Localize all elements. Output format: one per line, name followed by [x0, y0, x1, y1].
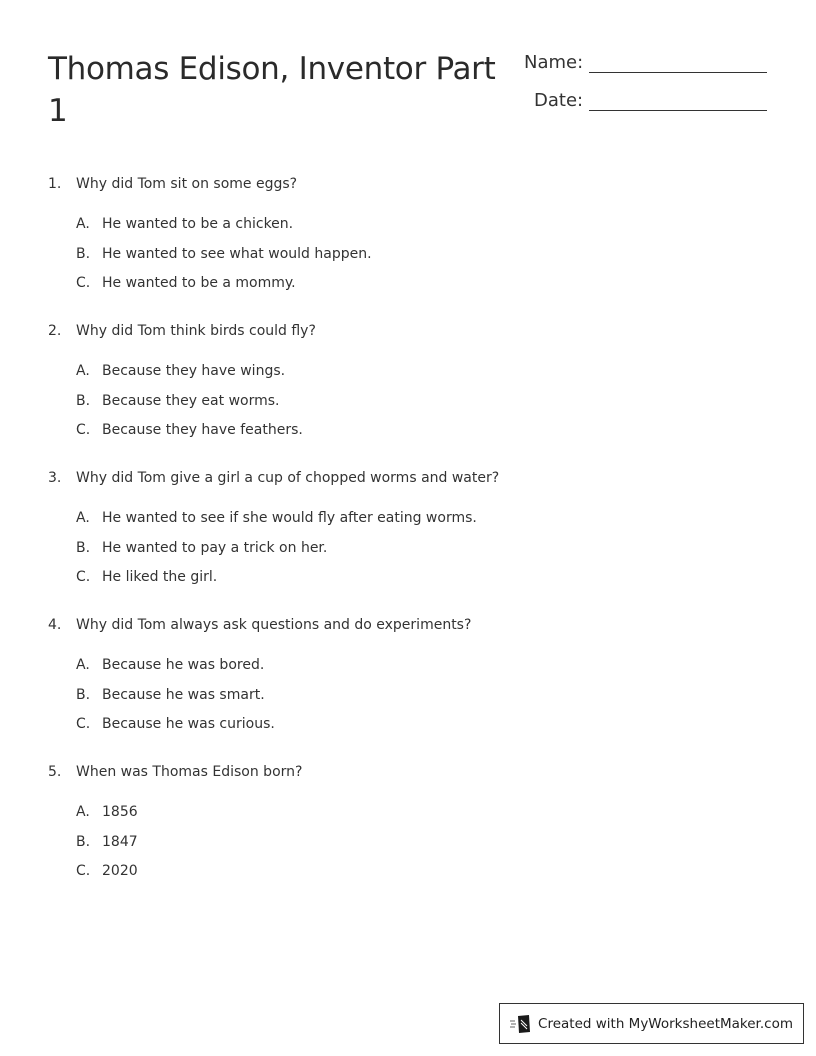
- option-b[interactable]: [76, 244, 748, 264]
- option-letter: A.: [76, 510, 90, 526]
- option-letter: A.: [76, 804, 90, 820]
- question-list: [48, 174, 748, 909]
- option-letter: C.: [76, 716, 91, 732]
- question-5: [48, 762, 748, 881]
- option-c[interactable]: [76, 567, 748, 587]
- option-text: He wanted to see if she would fly after eating worms.: [102, 510, 477, 526]
- date-blank-line[interactable]: [589, 90, 767, 111]
- option-text: He wanted to pay a trick on her.: [102, 539, 328, 556]
- question-number: 3.: [48, 470, 62, 486]
- option-letter: B.: [76, 833, 91, 850]
- option-text: He wanted to see what would happen.: [102, 245, 372, 262]
- question-2: [48, 321, 748, 440]
- option-text: 1856: [102, 804, 138, 820]
- option-text: He wanted to be a mommy.: [102, 275, 296, 291]
- option-a[interactable]: [76, 802, 748, 822]
- option-letter: A.: [76, 216, 90, 232]
- question-text: Why did Tom think birds could fly?: [76, 323, 316, 339]
- option-a[interactable]: [76, 361, 748, 381]
- option-text: Because they eat worms.: [102, 392, 280, 409]
- question-text: Why did Tom sit on some eggs?: [76, 176, 298, 192]
- question-text: Why did Tom give a girl a cup of chopped worms and water?: [76, 470, 500, 486]
- name-blank-line[interactable]: [589, 52, 767, 73]
- option-letter: B.: [76, 686, 91, 703]
- option-letter: C.: [76, 422, 91, 438]
- option-text: Because he was smart.: [102, 686, 265, 703]
- option-text: Because they have feathers.: [102, 422, 303, 438]
- option-b[interactable]: [76, 391, 748, 411]
- option-list: [76, 508, 748, 587]
- option-letter: B.: [76, 539, 91, 556]
- option-letter: C.: [76, 863, 91, 879]
- option-a[interactable]: [76, 655, 748, 675]
- option-list: [76, 361, 748, 440]
- question-text: When was Thomas Edison born?: [76, 764, 303, 780]
- page-title: Thomas Edison, Inventor Part 1: [48, 51, 496, 129]
- footer-text: Created with MyWorksheetMaker.com: [538, 1015, 793, 1032]
- worksheet-logo-icon: [510, 1014, 532, 1034]
- option-letter: A.: [76, 657, 90, 673]
- option-text: He liked the girl.: [102, 569, 218, 585]
- option-letter: B.: [76, 245, 91, 262]
- question-number: 2.: [48, 323, 62, 339]
- option-letter: C.: [76, 275, 91, 291]
- name-label: Name:: [524, 52, 584, 73]
- question-number: 5.: [48, 764, 62, 780]
- name-field-row: [524, 52, 767, 73]
- question-4: [48, 615, 748, 734]
- option-letter: C.: [76, 569, 91, 585]
- option-list: [76, 214, 748, 293]
- option-c[interactable]: [76, 861, 748, 881]
- date-label: Date:: [534, 90, 584, 111]
- option-list: [76, 655, 748, 734]
- option-c[interactable]: [76, 273, 748, 293]
- option-c[interactable]: [76, 420, 748, 440]
- option-list: [76, 802, 748, 881]
- option-text: Because he was curious.: [102, 716, 275, 732]
- date-field-row: [534, 90, 767, 111]
- option-text: He wanted to be a chicken.: [102, 216, 294, 232]
- question-3: [48, 468, 748, 587]
- option-text: 2020: [102, 863, 138, 879]
- question-number: 1.: [48, 176, 62, 192]
- question-text: Why did Tom always ask questions and do experiments?: [76, 617, 472, 633]
- option-letter: A.: [76, 363, 90, 379]
- option-a[interactable]: [76, 508, 748, 528]
- question-number: 4.: [48, 617, 62, 633]
- footer-badge[interactable]: [499, 1003, 804, 1044]
- option-letter: B.: [76, 392, 91, 409]
- option-text: Because they have wings.: [102, 363, 286, 379]
- option-c[interactable]: [76, 714, 748, 734]
- question-1: [48, 174, 748, 293]
- option-b[interactable]: [76, 832, 748, 852]
- option-text: Because he was bored.: [102, 657, 265, 673]
- option-b[interactable]: [76, 538, 748, 558]
- option-text: 1847: [102, 833, 138, 850]
- option-b[interactable]: [76, 685, 748, 705]
- option-a[interactable]: [76, 214, 748, 234]
